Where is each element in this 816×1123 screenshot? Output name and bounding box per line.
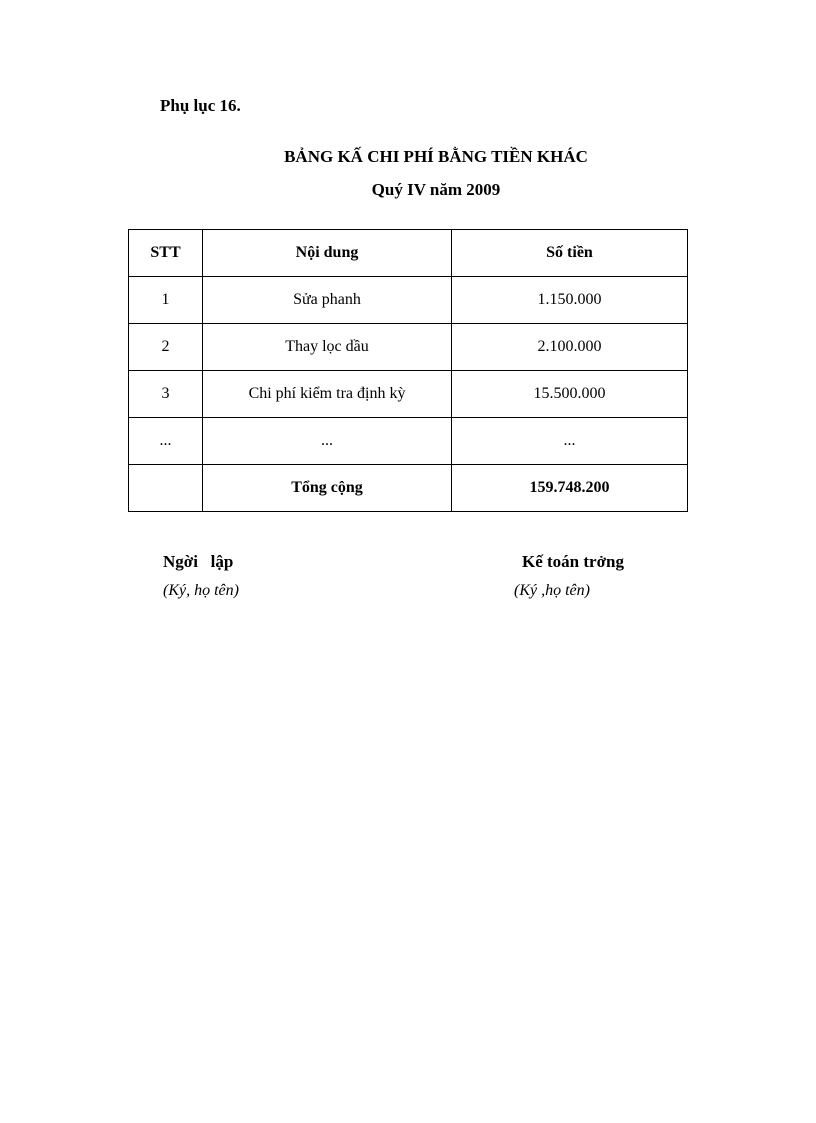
expense-table [128,229,688,512]
chief-accountant-sign-note: (Ký ,họ tên) [514,582,590,599]
total-label: Tổng cộng [203,465,452,512]
document-title: BẢNG KẤ CHI PHÍ BẰNG TIỀN KHÁC [284,147,588,166]
cell-content: ... [203,418,452,465]
table-header [129,230,688,277]
cell-stt: 2 [129,324,203,371]
document-subtitle: Quý IV năm 2009 [371,180,501,199]
preparer-role: Ngời lập [163,552,234,571]
table-row [129,277,688,324]
cell-stt: 1 [129,277,203,324]
total-stt [129,465,203,512]
table-row [129,371,688,418]
table-header-row [129,230,688,277]
header-content: Nội dung [203,230,452,277]
total-amount: 159.748.200 [452,465,688,512]
cell-stt: ... [129,418,203,465]
cell-amount: ... [452,418,688,465]
appendix-label: Phụ lục 16. [160,96,241,115]
total-row [129,465,688,512]
preparer-signature-block [163,552,239,600]
cell-content: Sửa phanh [203,277,452,324]
cell-content: Thay lọc dầu [203,324,452,371]
cell-stt: 3 [129,371,203,418]
preparer-sign-note: (Ký, họ tên) [163,582,239,599]
header-amount: Số tiền [452,230,688,277]
chief-accountant-role: Kế toán trởng [522,552,624,571]
table-row [129,324,688,371]
header-stt: STT [129,230,203,277]
chief-accountant-signature-block [514,552,624,600]
table-row [129,418,688,465]
table-body [129,277,688,512]
cell-content: Chi phí kiểm tra định kỳ [203,371,452,418]
cell-amount: 2.100.000 [452,324,688,371]
cell-amount: 15.500.000 [452,371,688,418]
cell-amount: 1.150.000 [452,277,688,324]
